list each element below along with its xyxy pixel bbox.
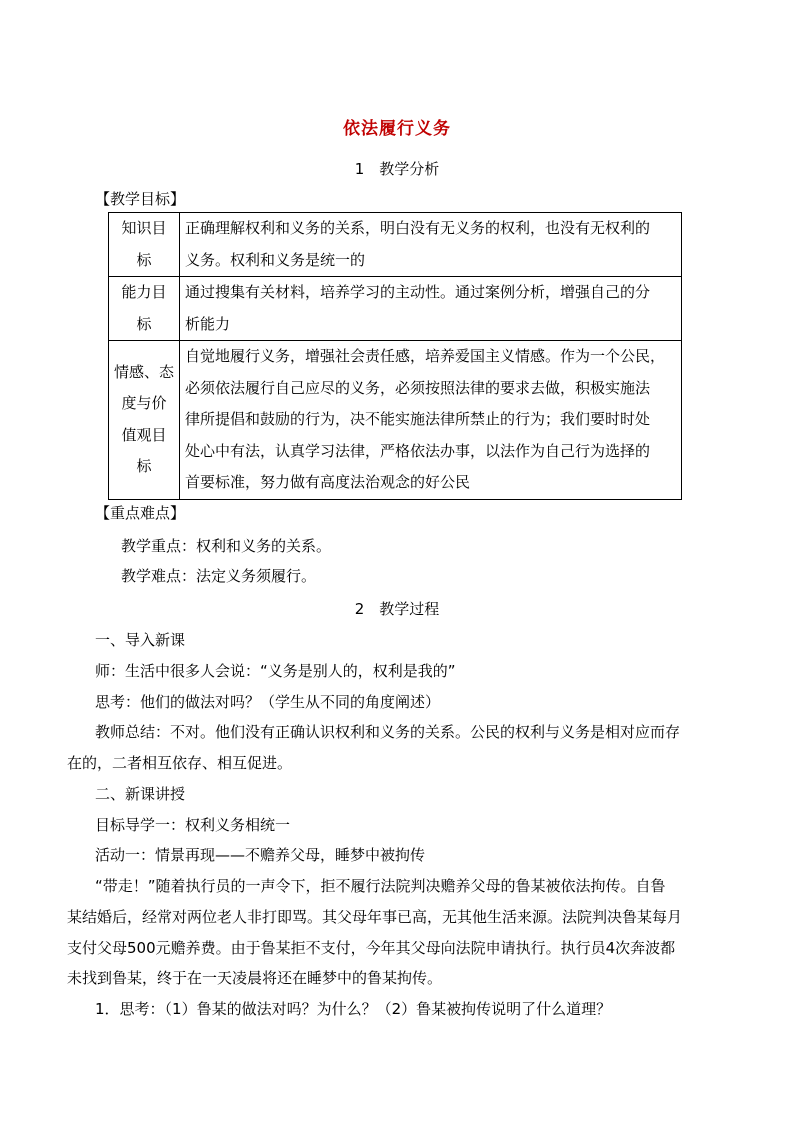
key-point: 教学重点：权利和义务的关系。 [121, 537, 332, 555]
list-item: 未找到鲁某，终于在一天凌晨将还在睡梦中的鲁某拘传。 [67, 969, 443, 987]
section-heading-analysis: 1 教学分析 [354, 160, 440, 178]
goals-table [108, 212, 682, 500]
list-item: 某结婚后，经常对两位老人非打即骂。其父母年事已高，无其他生活来源。法院判决鲁某每月 [67, 908, 683, 926]
list-item: “带走！”随着执行员的一声令下，拒不履行法院判决赡养父母的鲁某被依法拘传。自鲁 [95, 877, 666, 895]
section-heading-process: 2 教学过程 [354, 600, 440, 618]
goal-body-knowledge: 正确理解权利和义务的关系，明白没有无义务的权利，也没有无权利的 义务。权利和义务是统一的 [180, 213, 682, 277]
document-title: 依法履行义务 [343, 119, 451, 139]
goal-body-emotion: 自觉地履行义务，增强社会责任感，培养爱国主义情感。作为一个公民， 必须依法履行自己应尽的义务，必须按照法律的要求去做，积极实施法 律所提倡和鼓励的行为，决不能实施法律所禁止的行为；我们要时时处 处心中有法，认真学习法律，严格依法办事，以法作为自己行为选择的 首要标准，努力做有高度法治观念的好公民 [180, 341, 682, 500]
goal-body-ability: 通过搜集有关材料，培养学习的主动性。通过案例分析，增强自己的分 析能力 [180, 277, 682, 341]
table-row [109, 213, 682, 277]
list-item: 师：生活中很多人会说：“义务是别人的，权利是我的” [95, 662, 456, 680]
table-row [109, 341, 682, 500]
list-item: 在的，二者相互依存、相互促进。 [67, 754, 293, 772]
key-difficult-label: 【重点难点】 [95, 504, 186, 522]
list-item: 支付父母500元赡养费。由于鲁某拒不支付，今年其父母向法院申请执行。执行员4次奔波都 [67, 939, 676, 957]
goal-head-emotion: 情感、态 度与价 值观目 标 [109, 341, 180, 500]
list-item: 思考：他们的做法对吗？（学生从不同的角度阐述） [95, 693, 441, 711]
list-item: 二、新课讲授 [95, 785, 186, 803]
goal-head-ability: 能力目 标 [109, 277, 180, 341]
goal-head-knowledge: 知识目 标 [109, 213, 180, 277]
list-item: 1．思考：（1）鲁某的做法对吗？为什么？（2）鲁某被拘传说明了什么道理？ [95, 1000, 612, 1018]
list-item: 一、导入新课 [95, 631, 186, 649]
difficult-point: 教学难点：法定义务须履行。 [121, 567, 317, 585]
list-item: 教师总结：不对。他们没有正确认识权利和义务的关系。公民的权利与义务是相对应而存 [95, 723, 681, 741]
list-item: 活动一：情景再现——不赡养父母，睡梦中被拘传 [95, 846, 426, 864]
table-row [109, 277, 682, 341]
goals-label: 【教学目标】 [95, 190, 186, 208]
list-item: 目标导学一：权利义务相统一 [95, 816, 291, 834]
